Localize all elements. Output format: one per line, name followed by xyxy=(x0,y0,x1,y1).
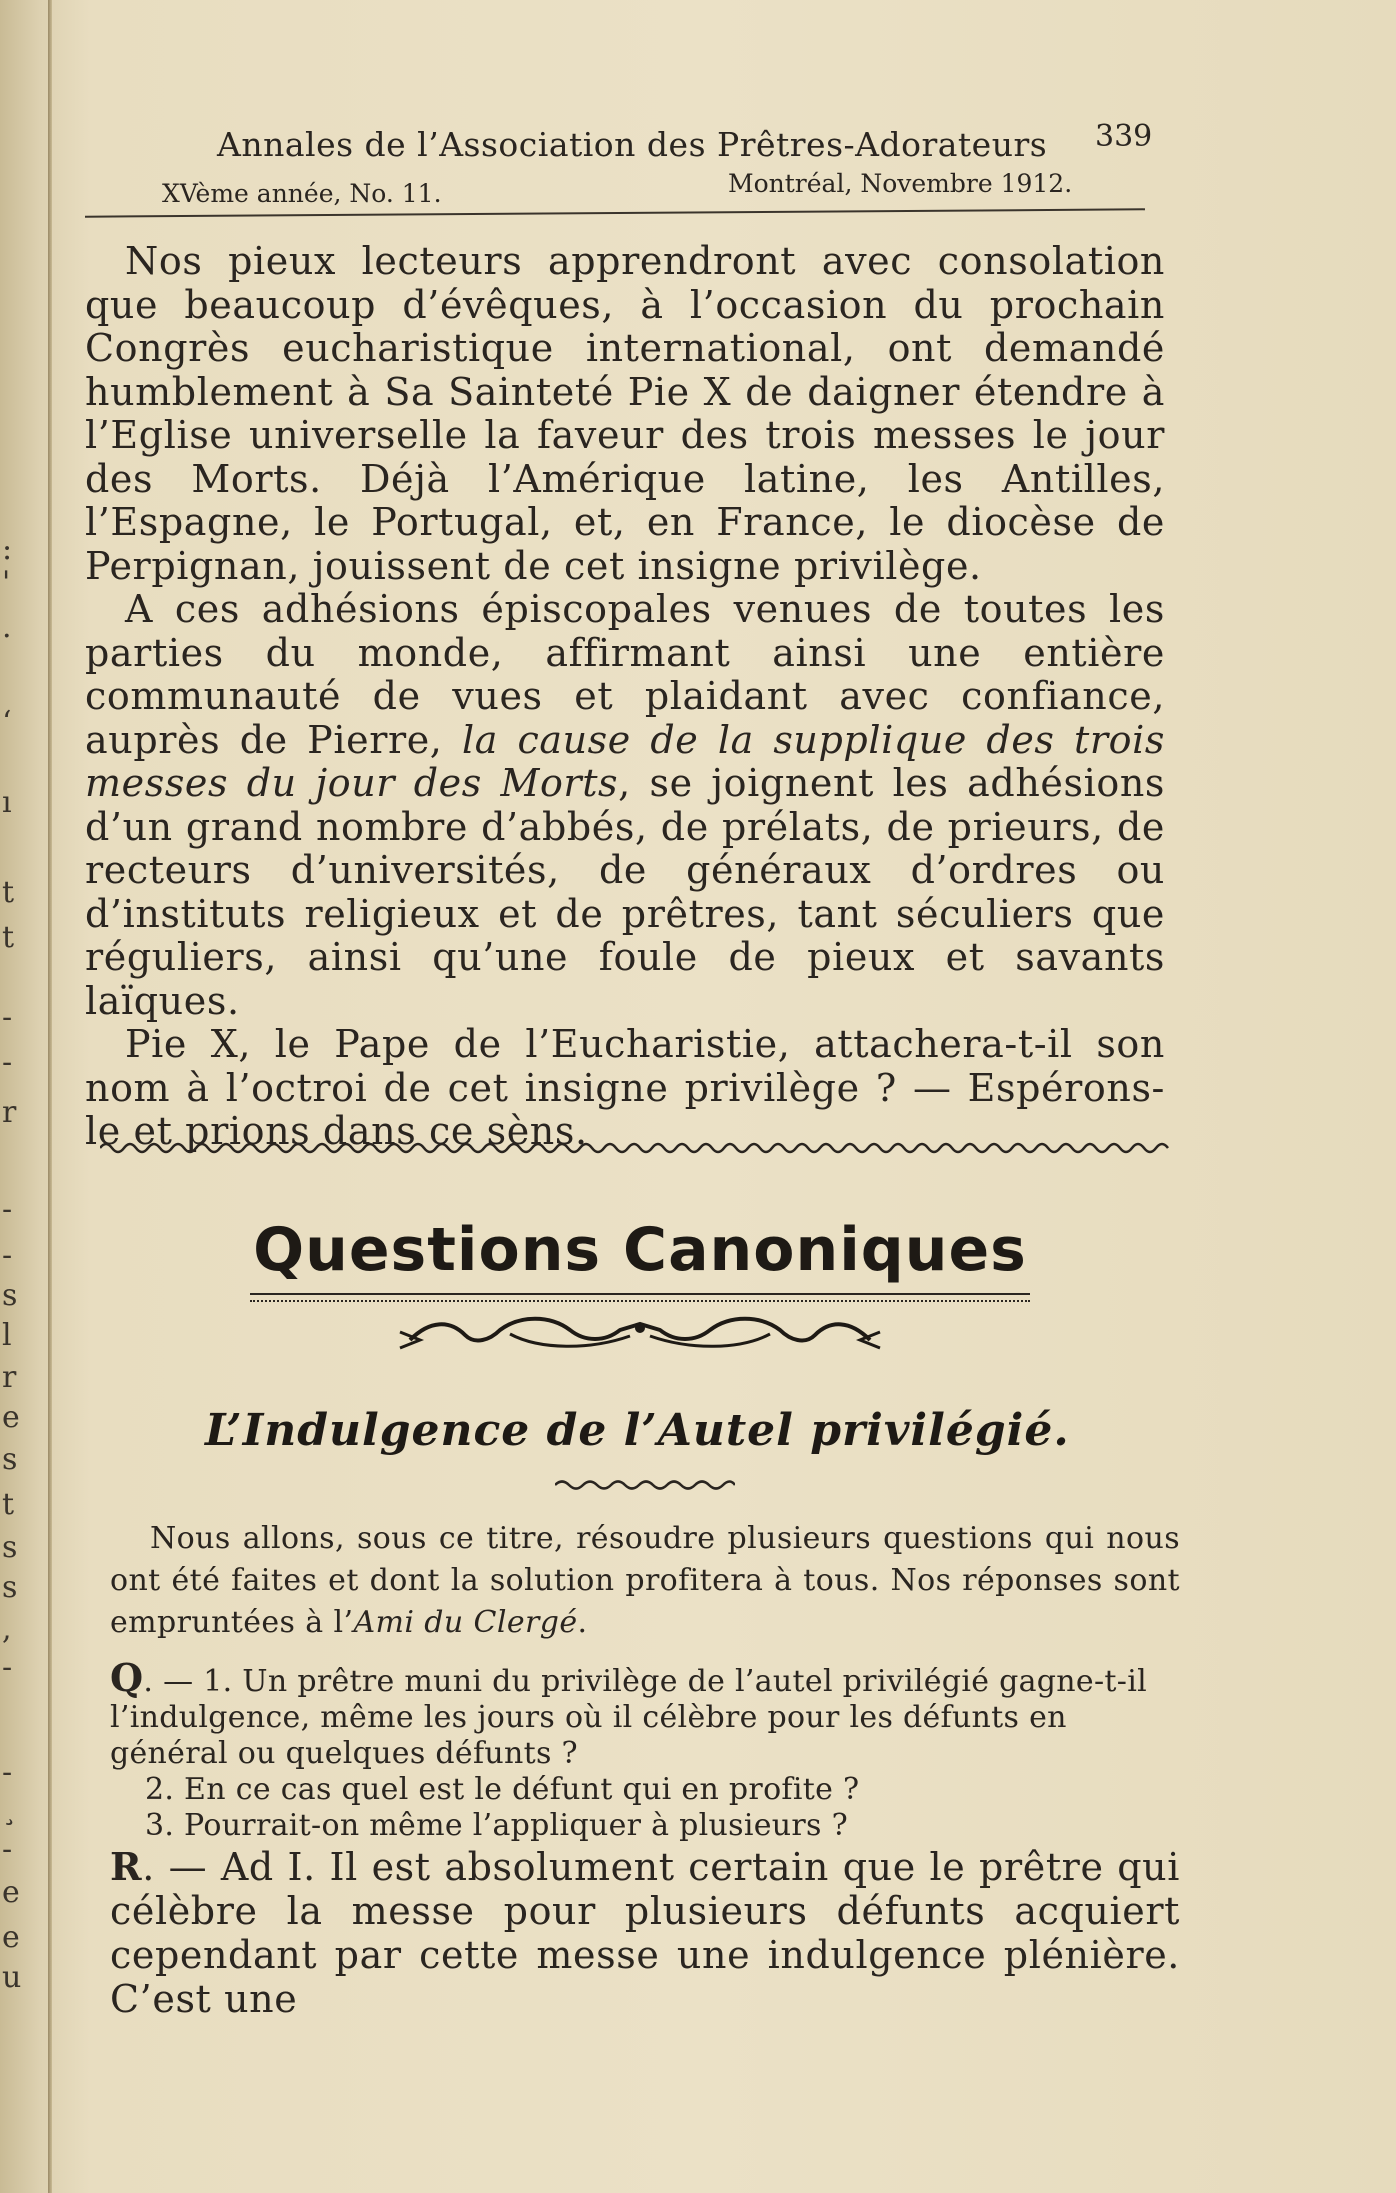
answer-label: R xyxy=(110,1844,143,1889)
section-heading xyxy=(250,1215,1030,1354)
margin-letter: e xyxy=(2,1875,20,1910)
journal-title: Annales de l’Association des Prêtres-Adorateurs xyxy=(217,125,1048,164)
margin-letter: l xyxy=(2,1318,12,1353)
article-body xyxy=(85,240,1165,1154)
facing-page-margin xyxy=(0,0,30,2193)
page-gutter xyxy=(48,0,52,2193)
margin-letter: e xyxy=(2,1920,20,1955)
margin-letter: , xyxy=(2,1612,12,1647)
intro-italic: Ami du Clergé xyxy=(353,1605,578,1640)
wavy-divider xyxy=(100,1140,1170,1156)
place-date: Montréal, Novembre 1912. xyxy=(728,169,1073,198)
intro-text: Nous allons, sous ce titre, résoudre plusieurs questions qui nous ont été faites et dont la solution profitera à tous. Nos réponses sont empruntées à l’ xyxy=(110,1521,1180,1640)
margin-letter: - xyxy=(2,1832,13,1867)
margin-letter: e xyxy=(2,1400,20,1435)
margin-letter: - xyxy=(2,1755,13,1790)
intro-paragraph xyxy=(110,1518,1180,1644)
paragraph-1: Nos pieux lecteurs apprendront avec consolation que beaucoup d’évêques, à l’occasion du prochain Congrès eucharistique international, ont demandé humblement à Sa Sainteté Pie X de daigner étendre à l’Eglise universelle la faveur des trois messes le jour des Morts. Déjà l’Amérique latine, les Antilles, l’Espagne, le Portugal, et, en France, le diocèse de Perpignan, jouissent de cet insigne privilège. xyxy=(85,239,1165,588)
margin-letter: ʻ xyxy=(2,705,12,740)
margin-letter: . xyxy=(2,610,12,645)
paragraph-2-text-end: , se joignent les adhésions d’un grand nombre d’abbés, de prélats, de prieurs, de recteurs d’universités, de généraux d’ordres ou d’instituts religieux et de prêtres, tant séculiers que réguliers, ainsi qu’une foule de pieux et savants laïques. xyxy=(85,761,1165,1023)
margin-letter: - xyxy=(2,1238,13,1273)
question-block xyxy=(110,1655,1180,1844)
margin-letter: t xyxy=(2,920,15,955)
margin-letter: r xyxy=(2,1360,17,1395)
header-rule xyxy=(85,208,1145,217)
paragraph-2-italic: la cause de la supplique des trois messes du jour des Morts xyxy=(85,717,1165,805)
question-label: Q xyxy=(110,1655,144,1700)
question-2: 2. En ce cas quel est le défunt qui en profite ? xyxy=(145,1772,860,1807)
ornament-flourish xyxy=(390,1310,890,1354)
margin-letter: ¸ xyxy=(2,1792,17,1827)
margin-letter: - xyxy=(2,1192,13,1227)
margin-letter: s xyxy=(2,1278,18,1313)
question-3: 3. Pourrait-on même l’appliquer à plusieurs ? xyxy=(145,1808,848,1843)
question-1-text: . — 1. Un prêtre muni du privilège de l’autel privilégié gagne-t-il l’indulgence, même les jours où il célèbre pour les défunts en général ou quelques défunts ? xyxy=(110,1664,1147,1771)
section-title: Questions Canoniques xyxy=(253,1215,1027,1285)
question-1 xyxy=(110,1655,1180,1772)
margin-letter: - xyxy=(2,1045,13,1080)
margin-letter: - xyxy=(2,1000,13,1035)
margin-letter: s xyxy=(2,1570,18,1605)
margin-letter: s xyxy=(2,1442,18,1477)
margin-letter: u xyxy=(2,1960,22,1995)
small-wavy-rule xyxy=(555,1478,735,1492)
answer-block xyxy=(110,1845,1180,2021)
page-number: 339 xyxy=(1095,119,1153,154)
title-dotted-rule xyxy=(250,1300,1030,1302)
article-subtitle: L’Indulgence de l’Autel privilégié. xyxy=(205,1405,1070,1456)
margin-letter: t xyxy=(2,1487,15,1522)
paragraph-2 xyxy=(85,588,1165,1023)
margin-letter: ı xyxy=(2,785,12,820)
answer-text: . — Ad I. Il est absolument certain que le prêtre qui célèbre la messe pour plusieurs défunts acquiert cependant par cette messe une indulgence plénière. C’est une xyxy=(110,1845,1180,2021)
issue-number: XVème année, No. 11. xyxy=(162,179,442,208)
margin-letter: s xyxy=(2,1530,18,1565)
margin-letter: r xyxy=(2,1095,17,1130)
paragraph-2-text: A ces adhésions épiscopales venues de toutes les parties du monde, affirmant ainsi une entière communauté de vues et plaidant avec confiance, auprès de Pierre, xyxy=(85,587,1165,762)
margin-letter: : xyxy=(2,532,13,567)
margin-letter: - xyxy=(2,1650,13,1685)
margin-letter: ' xyxy=(2,565,11,600)
intro-text-end: . xyxy=(577,1605,588,1640)
paragraph-3: Pie X, le Pape de l’Eucharistie, attachera-t-il son nom à l’octroi de cet insigne privilège ? — Espérons-le et prions dans ce sèns. xyxy=(85,1022,1165,1153)
margin-letter: t xyxy=(2,875,15,910)
title-rule xyxy=(250,1293,1030,1295)
